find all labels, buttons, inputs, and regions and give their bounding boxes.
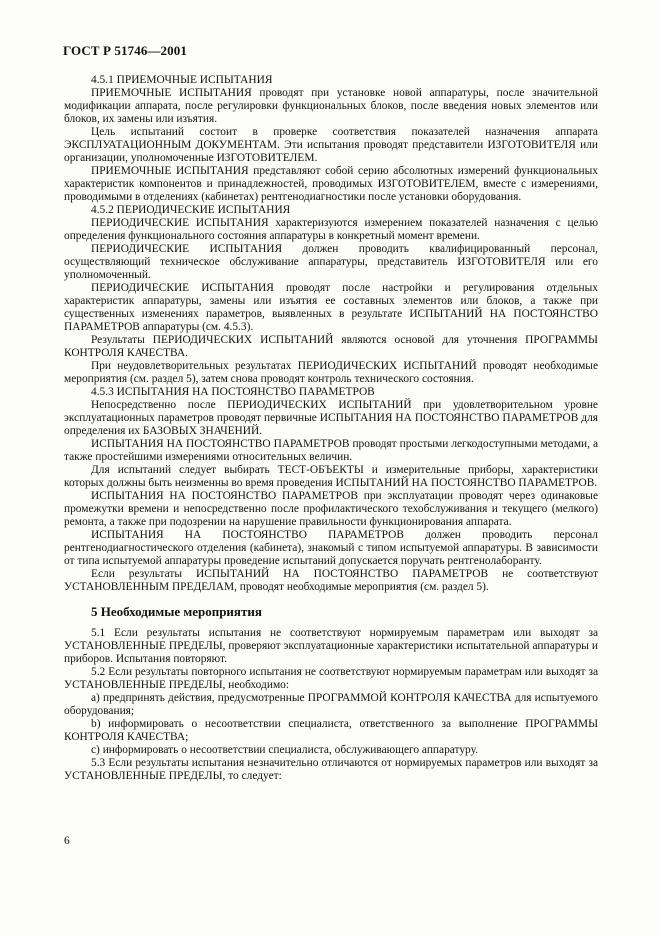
paragraph: ПРИЕМОЧНЫЕ ИСПЫТАНИЯ проводят при установке новой аппаратуры, после значительной модификации аппарата, после регулировки функциональных блоков, после введения новых элементов или блоков, их замены или изъятия. <box>64 87 598 125</box>
page-number: 6 <box>64 835 70 847</box>
paragraph: Цель испытаний состоит в проверке соответствия показателей назначения аппарата ЭКСПЛУАТАЦИОННЫМ ДОКУМЕНТАМ. Эти испытания проводят представители ИЗГОТОВИТЕЛЯ или организации, уполномоченные ИЗГОТОВИТЕЛЕМ. <box>64 126 598 164</box>
list-item-b: b) информировать о несоответствии специалиста, ответственного за выполнение ПРОГРАММЫ КОНТРОЛЯ КАЧЕСТВА; <box>64 718 598 743</box>
paragraph: ИСПЫТАНИЯ НА ПОСТОЯНСТВО ПАРАМЕТРОВ проводят простыми легкодоступными методами, а также простейшими измерениями относительных величин. <box>64 438 598 463</box>
list-item-c: c) информировать о несоответствии специалиста, обслуживающего аппаратуру. <box>91 744 479 756</box>
paragraph: Для испытаний следует выбирать ТЕСТ-ОБЪЕКТЫ и измерительные приборы, характеристики которых должны быть неизменны во время проведения ИСПЫТАНИЙ НА ПОСТОЯНСТВО ПАРАМЕТРОВ. <box>64 464 598 489</box>
paragraph-5-3: 5.3 Если результаты испытания незначительно отличаются от нормируемых параметров или выходят за УСТАНОВЛЕННЫЕ ПРЕДЕЛЫ, то следует: <box>64 757 598 782</box>
paragraph-5-2: 5.2 Если результаты повторного испытания не соответствуют нормируемым параметрам или выходят за УСТАНОВЛЕННЫЕ ПРЕДЕЛЫ, необходимо: <box>64 666 598 691</box>
paragraph: ПЕРИОДИЧЕСКИЕ ИСПЫТАНИЯ должен проводить квалифицированный персонал, осуществляющий техническое обслуживание аппаратуры, представитель ИЗГОТОВИТЕЛЯ или его уполномоченный. <box>64 243 598 281</box>
paragraph: При неудовлетворительных результатах ПЕРИОДИЧЕСКИХ ИСПЫТАНИЙ проводят необходимые мероприятия (см. раздел 5), затем снова проводят контроль технического состояния. <box>64 360 598 385</box>
section-heading-5: 5 Необходимые мероприятия <box>91 604 262 619</box>
subsection-heading-4-5-1: 4.5.1 ПРИЕМОЧНЫЕ ИСПЫТАНИЯ <box>91 74 273 86</box>
paragraph: Непосредственно после ПЕРИОДИЧЕСКИХ ИСПЫТАНИЙ при удовлетворительном уровне эксплуатационных параметров проводят первичные ИСПЫТАНИЯ НА ПОСТОЯНСТВО ПАРАМЕТРОВ для определения их БАЗОВЫХ ЗНАЧЕНИЙ. <box>64 399 598 437</box>
paragraph-5-1: 5.1 Если результаты испытания не соответствуют нормируемым параметрам или выходят за УСТАНОВЛЕННЫЕ ПРЕДЕЛЫ, проверяют эксплуатационные характеристики испытательной аппаратуры и приборов. Испытания повторяют. <box>64 627 598 665</box>
paragraph: ПРИЕМОЧНЫЕ ИСПЫТАНИЯ представляют собой серию абсолютных измерений функциональных характеристик компонентов и принадлежностей, проводимых ИЗГОТОВИТЕЛЕМ, вместе с измерениями, проводимыми в отделениях (кабинетах) рентгенодиагностики после установки оборудования. <box>64 165 598 203</box>
paragraph: ПЕРИОДИЧЕСКИЕ ИСПЫТАНИЯ характеризуются измерением показателей назначения с целью определения функционального состояния аппаратуры в конкретный момент времени. <box>64 217 598 242</box>
subsection-heading-4-5-3: 4.5.3 ИСПЫТАНИЯ НА ПОСТОЯНСТВО ПАРАМЕТРОВ <box>91 386 375 398</box>
subsection-heading-4-5-2: 4.5.2 ПЕРИОДИЧЕСКИЕ ИСПЫТАНИЯ <box>91 204 291 216</box>
paragraph: ИСПЫТАНИЯ НА ПОСТОЯНСТВО ПАРАМЕТРОВ должен проводить персонал рентгенодиагностического отделения (кабинета), знакомый с типом испытуемой аппаратуры. В зависимости от типа испытуемой аппаратуры проведение испытаний допускается поручать рентгенолаборанту. <box>64 529 598 567</box>
paragraph: Результаты ПЕРИОДИЧЕСКИХ ИСПЫТАНИЙ являются основой для уточнения ПРОГРАММЫ КОНТРОЛЯ КАЧЕСТВА. <box>64 334 598 359</box>
paragraph: ИСПЫТАНИЯ НА ПОСТОЯНСТВО ПАРАМЕТРОВ при эксплуатации проводят через одинаковые промежутки времени и непосредственно после профилактического техобслуживания и текущего (мелкого) ремонта, а также при подозрении на нарушение правильности функционирования аппарата. <box>64 490 598 528</box>
paragraph: ПЕРИОДИЧЕСКИЕ ИСПЫТАНИЯ проводят после настройки и регулирования отдельных характеристик аппаратуры, замены или изъятия ее составных элементов или блоков, а также при существенных изменениях параметров, выявленных в результате ИСПЫТАНИЙ НА ПОСТОЯНСТВО ПАРАМЕТРОВ аппаратуры (см. 4.5.3). <box>64 282 598 333</box>
document-header: ГОСТ Р 51746—2001 <box>63 43 187 58</box>
paragraph: Если результаты ИСПЫТАНИЙ НА ПОСТОЯНСТВО ПАРАМЕТРОВ не соответствуют УСТАНОВЛЕННЫМ ПРЕДЕЛАМ, проводят необходимые мероприятия (см. раздел 5). <box>64 568 598 593</box>
document-body <box>64 74 598 783</box>
list-item-a: a) предпринять действия, предусмотренные ПРОГРАММОЙ КОНТРОЛЯ КАЧЕСТВА для испытуемого оборудования; <box>64 692 598 717</box>
